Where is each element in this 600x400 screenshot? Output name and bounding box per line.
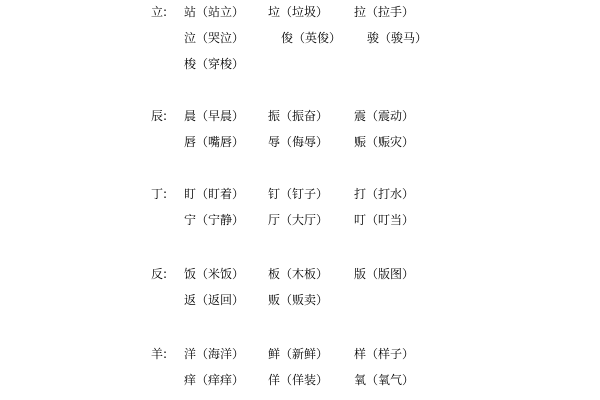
word-entry: 板（木板） <box>268 267 329 281</box>
word-entry: 晨（早晨） <box>184 109 245 123</box>
word-entry: 赈（赈灾） <box>354 135 415 149</box>
word-entry: 震（震动） <box>354 109 415 123</box>
word-entry: 版（版图） <box>354 267 415 281</box>
word-entry: 贩（贩卖） <box>268 293 329 307</box>
word-entry: 俊（英俊） <box>281 31 342 45</box>
word-entry: 梭（穿梭） <box>184 57 245 71</box>
word-entry: 痒（痒痒） <box>184 373 245 387</box>
word-entry: 叮（叮当） <box>354 213 415 227</box>
word-entry: 样（样子） <box>354 347 415 361</box>
word-entry: 骏（骏马） <box>367 31 428 45</box>
word-entry: 返（返回） <box>184 293 245 307</box>
word-entry: 站（站立） <box>184 5 245 19</box>
word-entry: 泣（哭泣） <box>184 31 245 45</box>
word-entry: 辱（侮辱） <box>268 135 329 149</box>
word-entry: 佯（佯装） <box>268 373 329 387</box>
word-entry: 垃（垃圾） <box>268 5 329 19</box>
word-entry: 氧（氧气） <box>354 373 415 387</box>
word-entry: 打（打水） <box>354 187 415 201</box>
radical-label: 立: <box>151 5 168 19</box>
word-entry: 厅（大厅） <box>268 213 329 227</box>
radical-label: 丁: <box>151 187 168 201</box>
word-entry: 振（振奋） <box>268 109 329 123</box>
word-entry: 洋（海洋） <box>184 347 245 361</box>
radical-label: 反: <box>151 267 168 281</box>
radical-label: 羊: <box>151 347 168 361</box>
word-entry: 钉（钉子） <box>268 187 329 201</box>
word-entry: 宁（宁静） <box>184 213 245 227</box>
word-entry: 鲜（新鲜） <box>268 347 329 361</box>
word-entry: 拉（拉手） <box>354 5 415 19</box>
word-entry: 盯（盯着） <box>184 187 245 201</box>
radical-label: 辰: <box>151 109 168 123</box>
word-entry: 唇（嘴唇） <box>184 135 245 149</box>
word-entry: 饭（米饭） <box>184 267 245 281</box>
